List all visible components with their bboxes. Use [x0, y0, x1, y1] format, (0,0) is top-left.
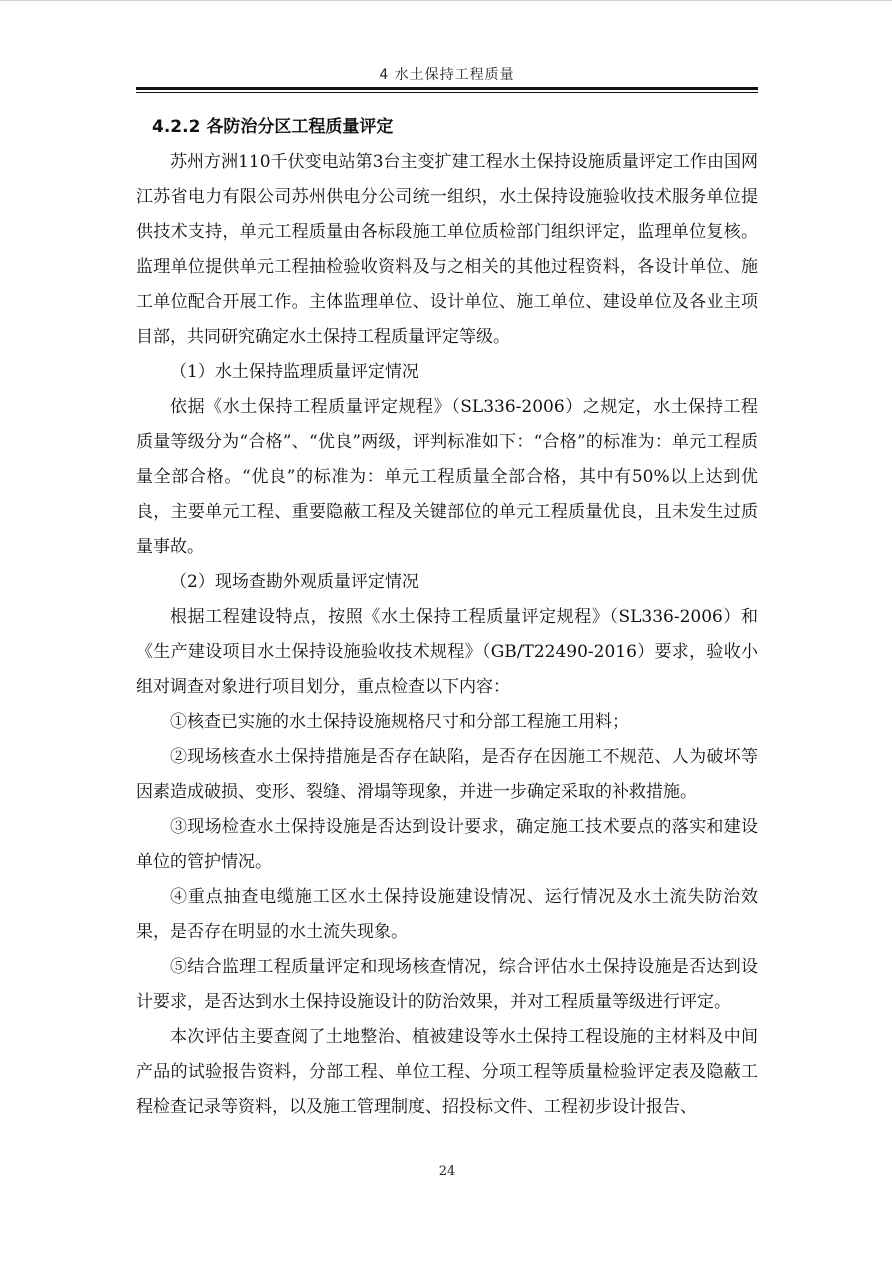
list-item-1: ①核查已实施的水土保持设施规格尺寸和分部工程施工用料；: [170, 712, 629, 732]
subheading-site-inspection: （2）现场查勘外观质量评定情况: [170, 572, 419, 592]
running-header: 4 水土保持工程质量: [379, 67, 515, 83]
paragraph-grading-standard: 依据《水土保持工程质量评定规程》（SL336-2006）之规定，水土保持工程质量等级分为“合格”、“优良”两级，评判标准如下：“合格”的标准为：单元工程质量全部合格。“优良”的标准为：单元工程质量全部合格，其中有50%以上达到优良，主要单元工程、重要隐蔽工程及关键部位的单元工程质量优良，且未发生过质量事故。: [136, 397, 758, 557]
paragraph-review-materials: 本次评估主要查阅了土地整治、植被建设等水土保持工程设施的主材料及中间产品的试验报告资料，分部工程、单位工程、分项工程等质量检验评定表及隐蔽工程检查记录等资料，以及施工管理制度、招投标文件、工程初步设计报告、: [136, 1027, 758, 1117]
page-number: 24: [438, 1164, 456, 1179]
section-heading: 4.2.2 各防治分区工程质量评定: [152, 117, 394, 137]
paragraph-intro: 苏州方洲110千伏变电站第3台主变扩建工程水土保持设施质量评定工作由国网江苏省电力有限公司苏州供电分公司统一组织，水土保持设施验收技术服务单位提供技术支持，单元工程质量由各标段施工单位质检部门组织评定，监理单位复核。监理单位提供单元工程抽检验收资料及与之相关的其他过程资料，各设计单位、施工单位配合开展工作。主体监理单位、设计单位、施工单位、建设单位及各业主项目部，共同研究确定水土保持工程质量评定等级。: [136, 152, 758, 347]
page-top-edge: [0, 0, 892, 1]
list-item-5: ⑤结合监理工程质量评定和现场核查情况，综合评估水土保持设施是否达到设计要求，是否达到水土保持设施设计的防治效果，并对工程质量等级进行评定。: [136, 957, 758, 1012]
body-content: [136, 110, 758, 1125]
paragraph-inspection-basis: 根据工程建设特点，按照《水土保持工程质量评定规程》（SL336-2006）和《生产建设项目水土保持设施验收技术规程》（GB/T22490-2016）要求，验收小组对调查对象进行项目划分，重点检查以下内容：: [136, 607, 758, 697]
list-item-2: ②现场核查水土保持措施是否存在缺陷，是否存在因施工不规范、人为破坏等因素造成破损、变形、裂缝、滑塌等现象，并进一步确定采取的补救措施。: [136, 747, 758, 802]
subheading-supervision-quality: （1）水土保持监理质量评定情况: [170, 362, 419, 382]
list-item-4: ④重点抽查电缆施工区水土保持设施建设情况、运行情况及水土流失防治效果，是否存在明显的水土流失现象。: [136, 887, 758, 942]
header-rule-thick: [136, 87, 758, 90]
header-rule-thin: [136, 92, 758, 93]
list-item-3: ③现场检查水土保持设施是否达到设计要求，确定施工技术要点的落实和建设单位的管护情况。: [136, 817, 758, 872]
